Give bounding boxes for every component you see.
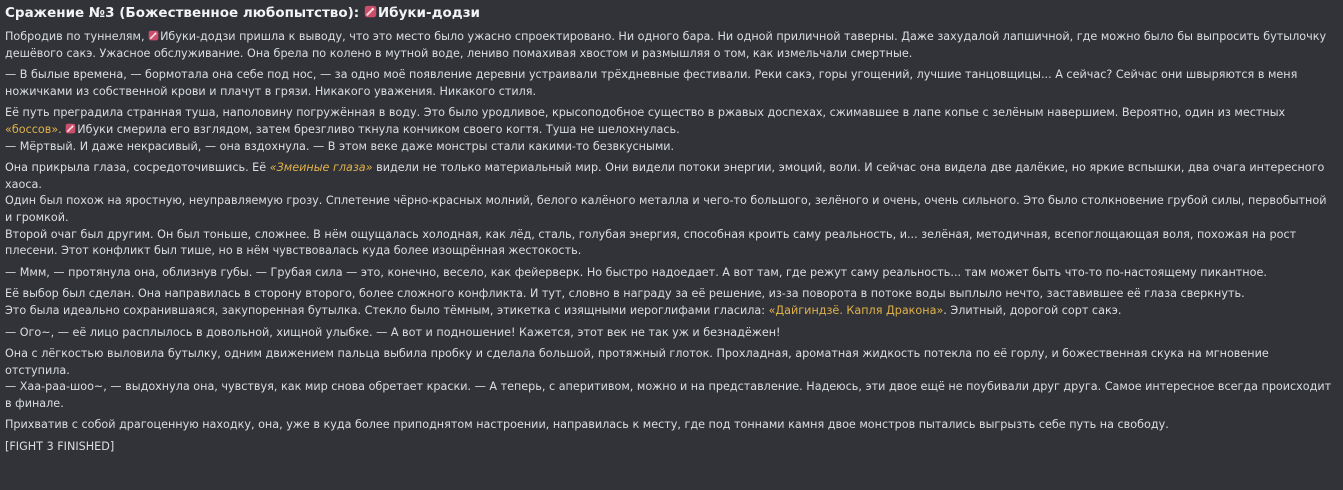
- line: [5, 160, 1337, 193]
- text-span: Ибуки смерила его взглядом, затем брезгливо ткнула кончиком своего когтя. Туша не шелохнулась.: [77, 122, 680, 136]
- line: [5, 303, 1337, 320]
- sake-name-highlight: «Дайгиндзё. Капля Дракона»: [768, 303, 944, 317]
- text-span: — В былые времена, — бормотала она себе под нос, — за одно моё появление деревни устраивали трёхдневные фестивали. Реки сакэ, горы угощений, лучшие танцовщицы... А сейчас? Сейчас они швыряются в меня ножичками из собственной крови и плачут в грязи. Никакого уважения. Никакого стиля.: [5, 68, 1298, 98]
- line: Один был похож на яростную, неуправляемую грозу. Сплетение чёрно-красных молний, белого калёного металла и чего-то большого, зелёного и очень, очень сильного. Это было столкновение грубой силы, первобытной и громкой.: [5, 194, 1327, 224]
- dialogue-line: — Мёртвый. И даже некрасивый, — она вздохнула. — В этом веке даже монстры стали какими-то безвкусными.: [5, 139, 675, 153]
- text-span: — Ого~, — её лицо расплылось в довольной, хищной улыбке. — А вот и подношение! Кажется, этот век не так уж и безнадёжен!: [5, 325, 781, 339]
- paragraph-5: [5, 265, 1337, 282]
- line: [5, 105, 1337, 138]
- dialogue-line: — Хаа-раа-шоо~, — выдохнула она, чувствуя, как мир снова обретает краски. — А теперь, с аперитивом, можно и на представление. Надеюсь, эти двое ещё не поубивали друг друга. Самое интересное всегда происходит в финале.: [5, 380, 1332, 410]
- snake-eyes-highlight: «Змеиные глаза»: [269, 161, 373, 175]
- text-span: Ибуки-додзи пришла к выводу, что это место было ужасно спроектировано. Ни одного бара. Ни одной приличной таверны. Даже захудалой лапшичной, где можно было бы выпросить бутылочку дешёвого сакэ. Ужасное обслуживание. Она брела по колено в мутной воде, лениво помахивая хвостом и размышляя о том, как измельчали смертные.: [5, 30, 1327, 60]
- paragraph-2: [5, 67, 1337, 100]
- paragraph-8: [5, 346, 1337, 412]
- footer-text: [FIGHT 3 FINISHED]: [5, 440, 115, 454]
- text-span: Прихватив с собой драгоценную находку, она, уже в куда более приподнятом настроении, направилась к месту, где под тоннами камня двое монстров пытались выгрызть себе путь на свободу.: [5, 418, 1169, 432]
- sake-bottle-icon: [65, 123, 76, 134]
- text-span: Она прикрыла глаза, сосредоточившись. Её: [5, 161, 270, 175]
- line: Её выбор был сделан. Она направилась в сторону второго, более сложного конфликта. И тут, словно в награду за её решение, из-за поворота в потоке воды выплыло нечто, заставившее её глаза сверкнуть.: [5, 287, 1245, 301]
- line: Второй очаг был другим. Он был тоньше, сложнее. В нём ощущалась холодная, как лёд, сталь, голубая энергия, способная кроить саму реальность, и... зелёная, методичная, всепоглощающая воля, похожая на рост плесени. Этот конфликт был тише, но в нём чувствовалась куда более изощрённая жестокость.: [5, 227, 1297, 258]
- sake-bottle-icon: [364, 5, 377, 18]
- character-name: Ибуки-додзи: [377, 5, 481, 21]
- paragraph-6: [5, 286, 1337, 319]
- text-span: Это была идеально сохранившаяся, закупоренная бутылка. Стекло было тёмным, этикетка с изящными иероглифами гласила:: [5, 303, 769, 317]
- text-span: Её путь преградила странная туша, наполовину погружённая в воду. Это было уродливое, крысоподобное существо в ржавых доспехах, сжимавшее в лапе копье с зелёным навершием. Вероятно, один из местных: [5, 106, 1286, 120]
- text-span: — Ммм, — протянула она, облизнув губы. — Грубая сила — это, конечно, весело, как фейерверк. Но быстро надоедает. А вот там, где режут саму реальность... там может быть что-то по-настоящему пикантное.: [5, 265, 1267, 279]
- text-span: . Элитный, дорогой сорт сакэ.: [943, 303, 1122, 317]
- sake-bottle-icon: [148, 30, 159, 41]
- fight-title: [5, 4, 1337, 23]
- paragraph-3: [5, 105, 1337, 155]
- paragraph-9: [5, 417, 1337, 434]
- fight-title-prefix: Сражение №3 (Божественное любопытство):: [5, 5, 364, 21]
- fight-finished-footer: [5, 439, 1337, 456]
- text-span: видели не только материальный мир. Они видели потоки энергии, эмоций, воли. И сейчас она видела две далёкие, но яркие вспышки, два очага интересного хаоса.: [5, 161, 1325, 191]
- text-span: Побродив по туннелям,: [5, 30, 149, 43]
- line: Она с лёгкостью выловила бутылку, одним движением пальца выбила пробку и сделала большой, протяжный глоток. Прохладная, ароматная жидкость потекла по её горлу, и божественная скука на мгновение отступила.: [5, 347, 1269, 377]
- paragraph-1: [5, 29, 1337, 62]
- bosses-highlight: «боссов».: [5, 122, 62, 136]
- paragraph-4: [5, 160, 1337, 260]
- paragraph-7: [5, 325, 1337, 342]
